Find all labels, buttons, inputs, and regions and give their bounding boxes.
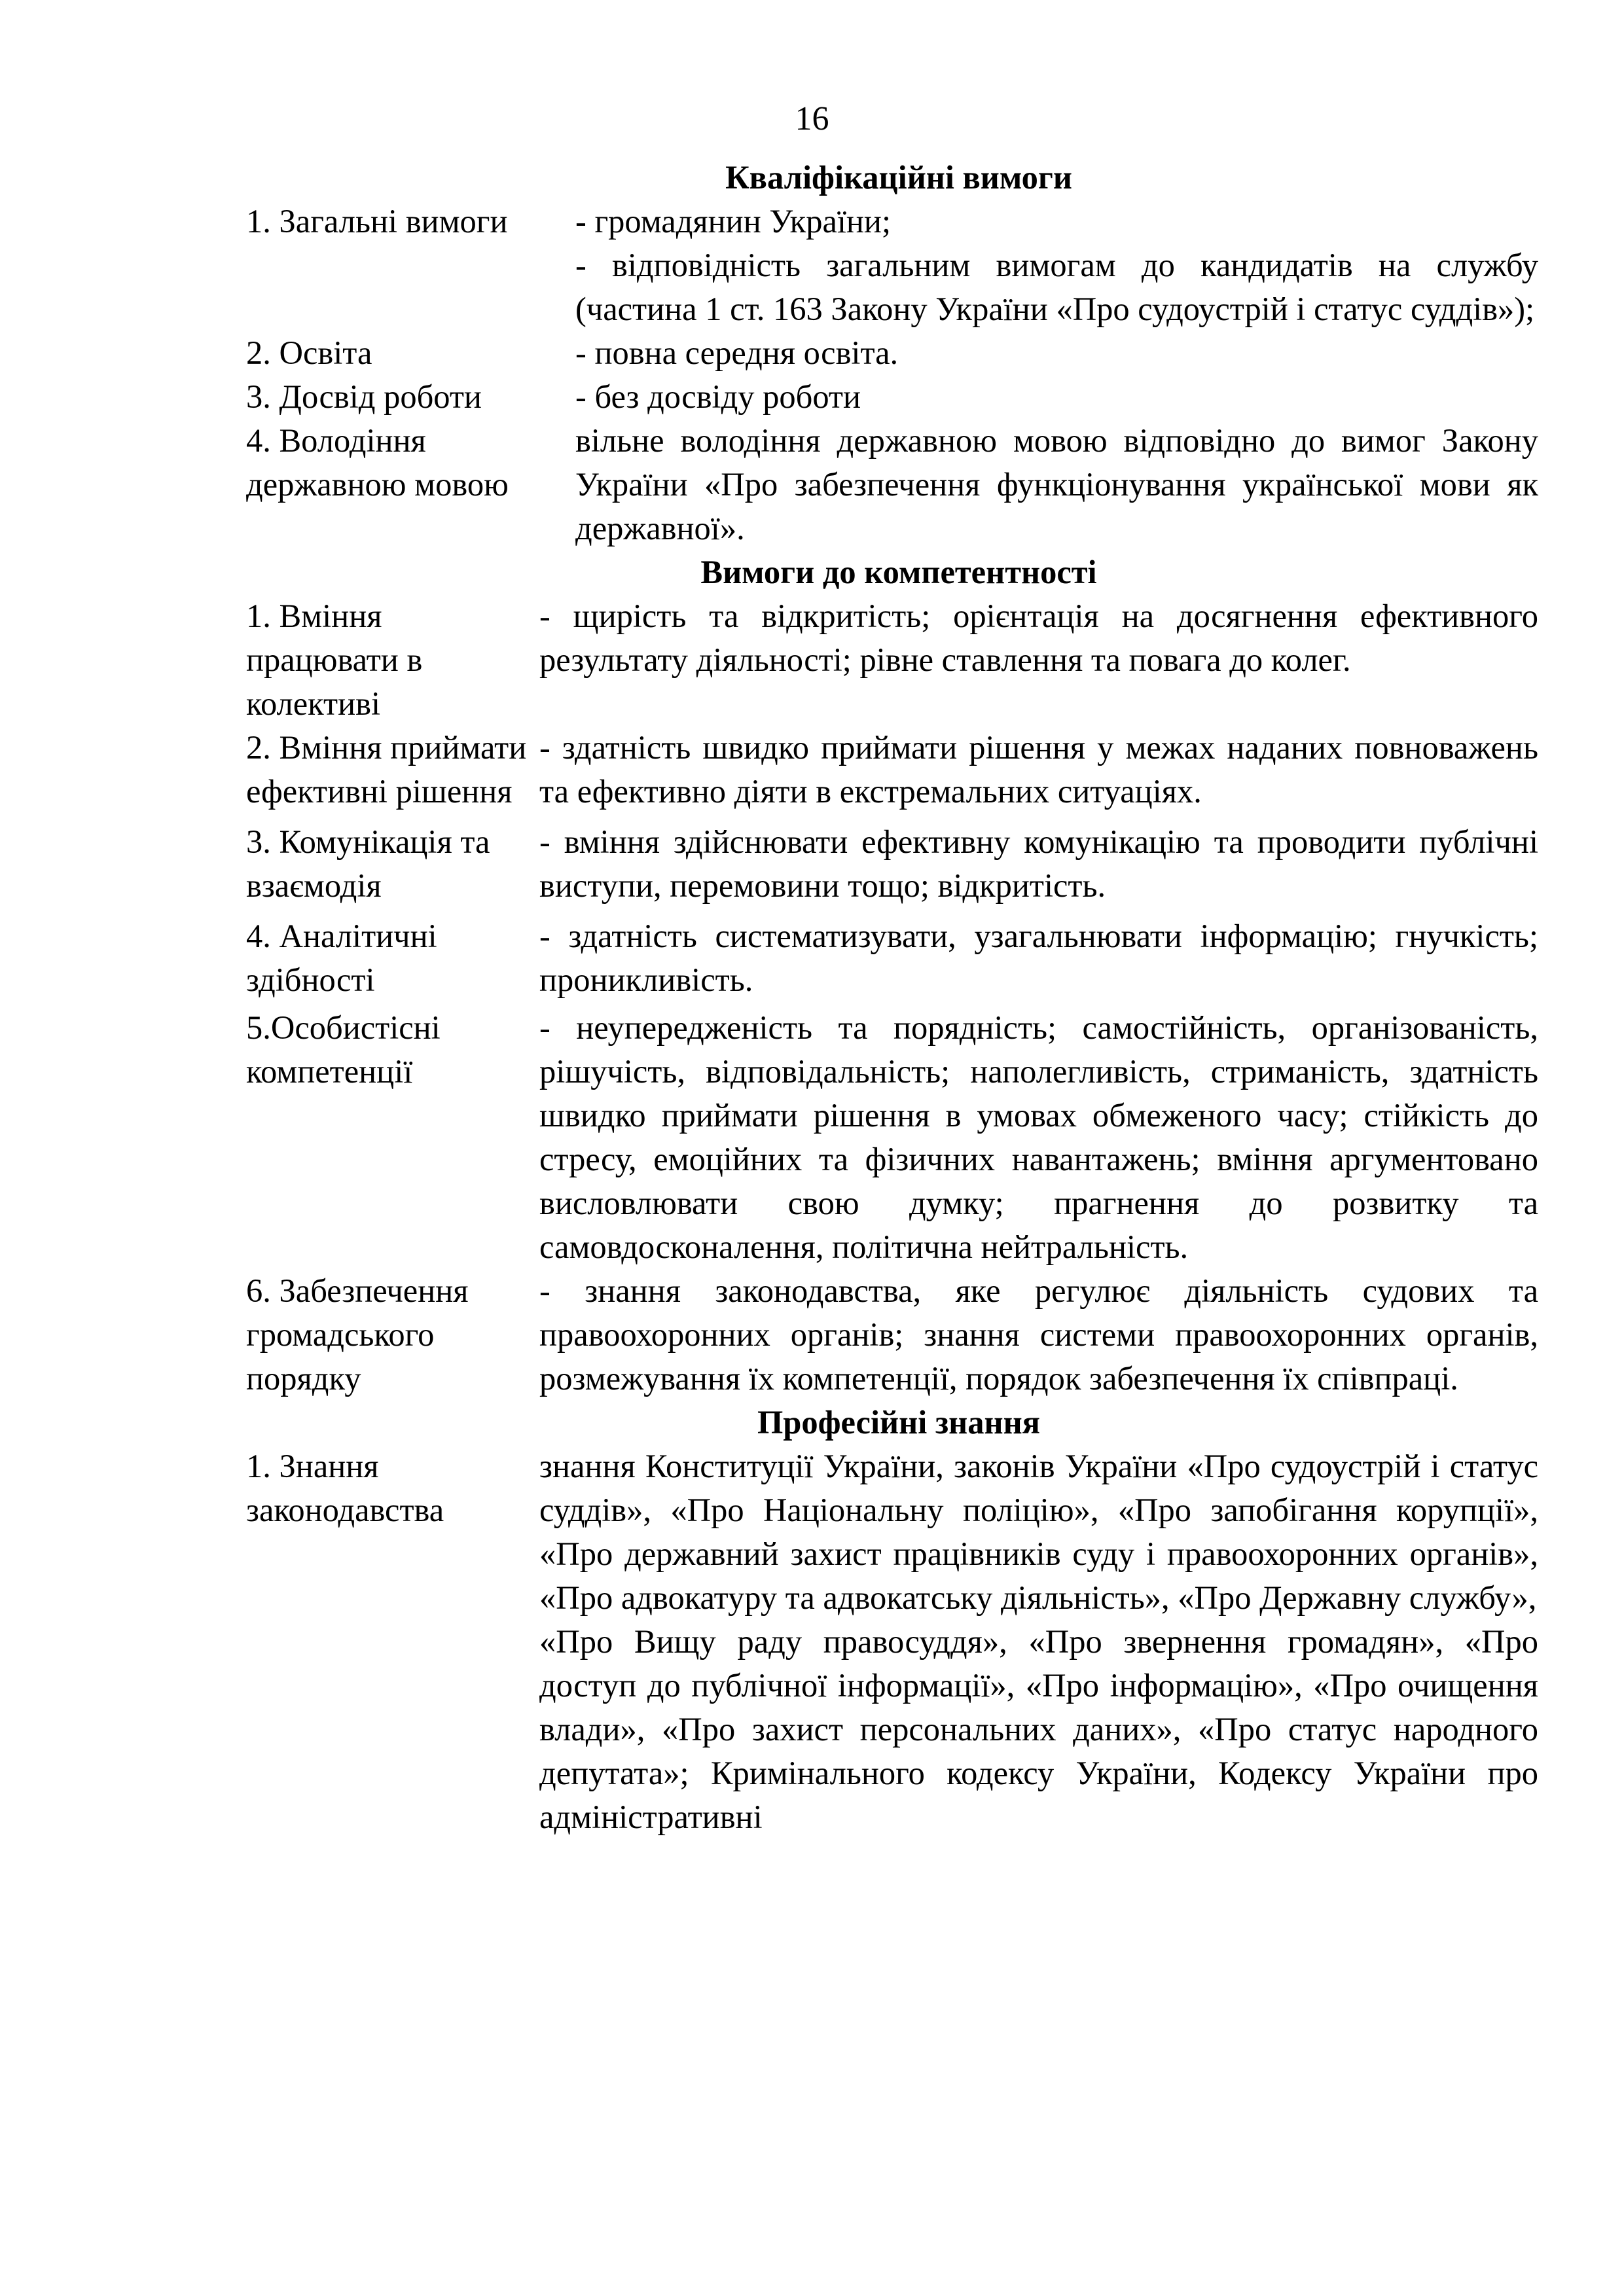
knowledge-value-paragraph: знання Конституції України, законів України «Про судоустрій і статус суддів», «Про Національну поліцію», «Про запобігання корупції», «Про державний захист працівників суду і правоохоронних органів», «Про адвокатуру та адвокатську діяльність», «Про Державну службу», [539,1448,1538,1616]
document-body [246,156,1538,1839]
competence-value: - здатність швидко приймати рішення у межах наданих повноважень та ефективно діяти в екстремальних ситуаціях. [539,729,1538,810]
competence-label: 6. Забезпечення громадського порядку [246,1272,469,1397]
competence-label: 5.Особистісні компетенції [246,1009,441,1090]
competence-value: - вміння здійснювати ефективну комунікацію та проводити публічні виступи, перемовини тощо; відкритість. [539,823,1538,904]
section-competence-requirements [246,550,1538,1401]
competence-value: - знання законодавства, яке регулює діяльність судових та правоохоронних органів; знання системи правоохоронних органів, розмежування їх компетенції, порядок забезпечення їх співпраці. [539,1272,1538,1397]
requirement-value: - без досвіду роботи [575,378,861,415]
section-qualification-requirements [246,156,1538,550]
competence-value: - неупередженість та порядність; самостійність, організованість, рішучість, відповідальність; наполегливість, стриманість, здатність швидко приймати рішення в умовах обмеженого часу; стійкість до стресу, емоційних та фізичних навантажень; вміння аргументовано висловлювати свою думку; прагнення до розвитку та самовдосконалення, політична нейтральність. [539,1009,1538,1265]
competence-row [246,726,1538,814]
competence-row [246,594,1538,726]
requirement-label: 1. Загальні вимоги [246,203,508,240]
requirement-row [246,419,1538,550]
requirement-label: 2. Освіта [246,334,372,371]
knowledge-row [246,1444,1538,1839]
requirement-value: вільне володіння державною мовою відповідно до вимог Закону України «Про забезпечення функціонування української мови як державної». [575,422,1538,547]
requirement-row [246,331,1538,375]
competence-label: 2. Вміння приймати ефективні рішення [246,729,527,810]
requirement-value: - повна середня освіта. [575,334,899,371]
page-number: 16 [795,100,829,137]
competence-row [246,1006,1538,1269]
section-title: Професійні знання [757,1404,1041,1441]
competence-label: 3. Комунікація та взаємодія [246,823,490,904]
knowledge-value-paragraph-continued: «Про Вищу раду правосуддя», «Про звернення громадян», «Про доступ до публічної інформації», «Про інформацію», «Про очищення влади», «Про захист персональних даних», «Про статус народного депутата»; Кримінального кодексу України, Кодексу України про адміністративні [539,1623,1538,1835]
requirement-value-continuation: - відповідність загальним вимогам до кандидатів на службу (частина 1 ст. 163 Закону України «Про судоустрій і статус суддів»); [575,247,1538,327]
competence-label: 4. Аналітичні здібності [246,918,437,998]
section-professional-knowledge [246,1401,1538,1839]
competence-row [246,1269,1538,1401]
competence-value: - здатність систематизувати, узагальнювати інформацію; гнучкість; проникливість. [539,918,1538,998]
requirement-label: 4. Володіння державною мовою [246,422,509,503]
competence-value: - щирість та відкритість; орієнтація на досягнення ефективного результату діяльності; рівне ставлення та повага до колег. [539,598,1538,678]
requirement-label: 3. Досвід роботи [246,378,482,415]
competence-row [246,914,1538,1002]
requirement-value-line: - громадянин України; [575,203,891,240]
requirement-value [575,200,1538,331]
knowledge-value [539,1444,1538,1839]
section-title: Кваліфікаційні вимоги [725,159,1072,196]
requirement-row [246,200,1538,331]
requirement-row [246,375,1538,419]
section-title: Вимоги до компетентності [700,554,1097,590]
competence-row [246,820,1538,908]
knowledge-label: 1. Знання законодавства [246,1448,444,1528]
competence-label: 1. Вміння працювати в колективі [246,598,423,722]
